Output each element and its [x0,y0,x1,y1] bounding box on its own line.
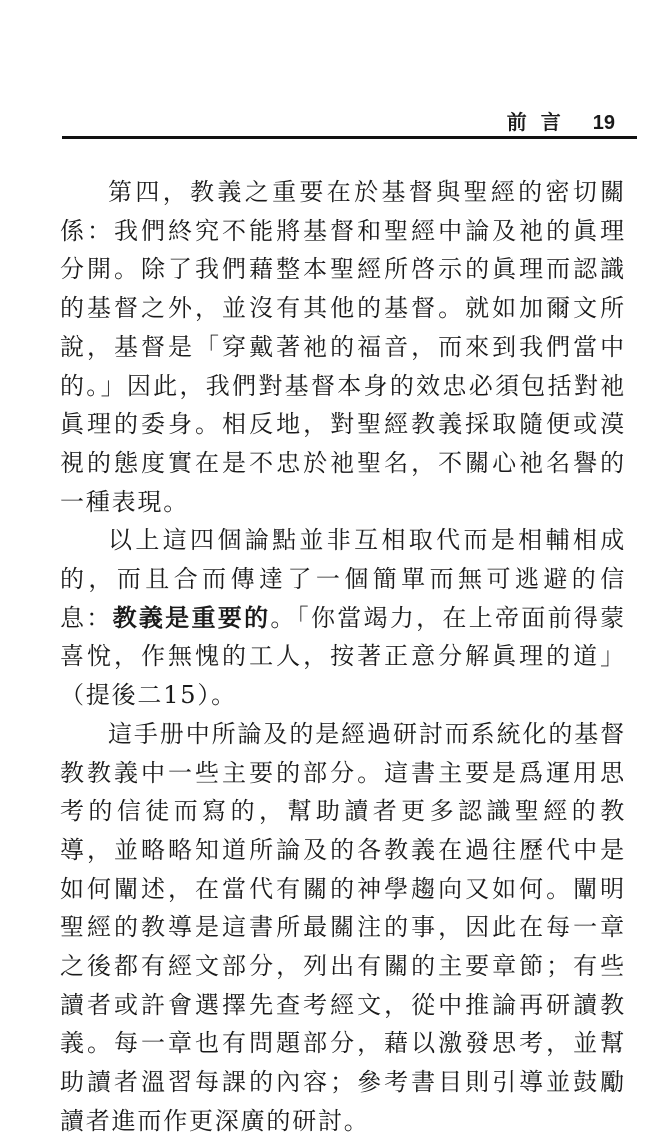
paragraph-2-text-after: 。「你當竭力，在上帝面前得蒙喜悅，作無愧的工人，按著正意分解眞理的道」（提後二15）。 [60,603,626,710]
running-header [507,106,615,135]
paragraph-1 [60,173,626,521]
header-rule [62,136,637,139]
paragraph-2 [60,521,626,715]
page-number: 19 [592,112,615,134]
body-text [60,173,626,1141]
paragraph-1-text: 第四，教義之重要在於基督與聖經的密切關係：我們終究不能將基督和聖經中論及祂的眞理分開。除了我們藉整本聖經所啓示的眞理而認識的基督之外，並沒有其他的基督。就如加爾文所說，基督是「穿戴著祂的福音，而來到我們當中的。」因此，我們對基督本身的效忠必須包括對祂眞理的委身。相反地，對聖經教義採取隨便或漠視的態度實在是不忠於祂聖名，不關心祂名譽的一種表現。 [60,178,626,516]
paragraph-3 [60,715,626,1141]
paragraph-2-emphasis: 教義是重要的 [112,602,271,632]
header-title: 前言 [506,110,575,134]
paragraph-3-text: 這手册中所論及的是經過研討而系統化的基督教教義中一些主要的部分。這書主要是爲運用思考的信徒而寫的，幫助讀者更多認識聖經的教導，並略略知道所論及的各教義在過往歷代中是如何闡述，在當代有關的神學趨向又如何。闡明聖經的教導是這書所最關注的事，因此在每一章之後都有經文部分，列出有關的主要章節；有些讀者或許會選擇先查考經文，從中推論再研讀教義。每一章也有問題部分，藉以激發思考，並幫助讀者溫習每課的內容；參考書目則引導並鼓勵讀者進而作更深廣的研討。 [60,719,626,1135]
paragraph-2-text-before: 以上這四個論點並非互相取代而是相輔相成的，而且合而傳達了一個簡單而無可逃避的信息： [60,526,626,632]
